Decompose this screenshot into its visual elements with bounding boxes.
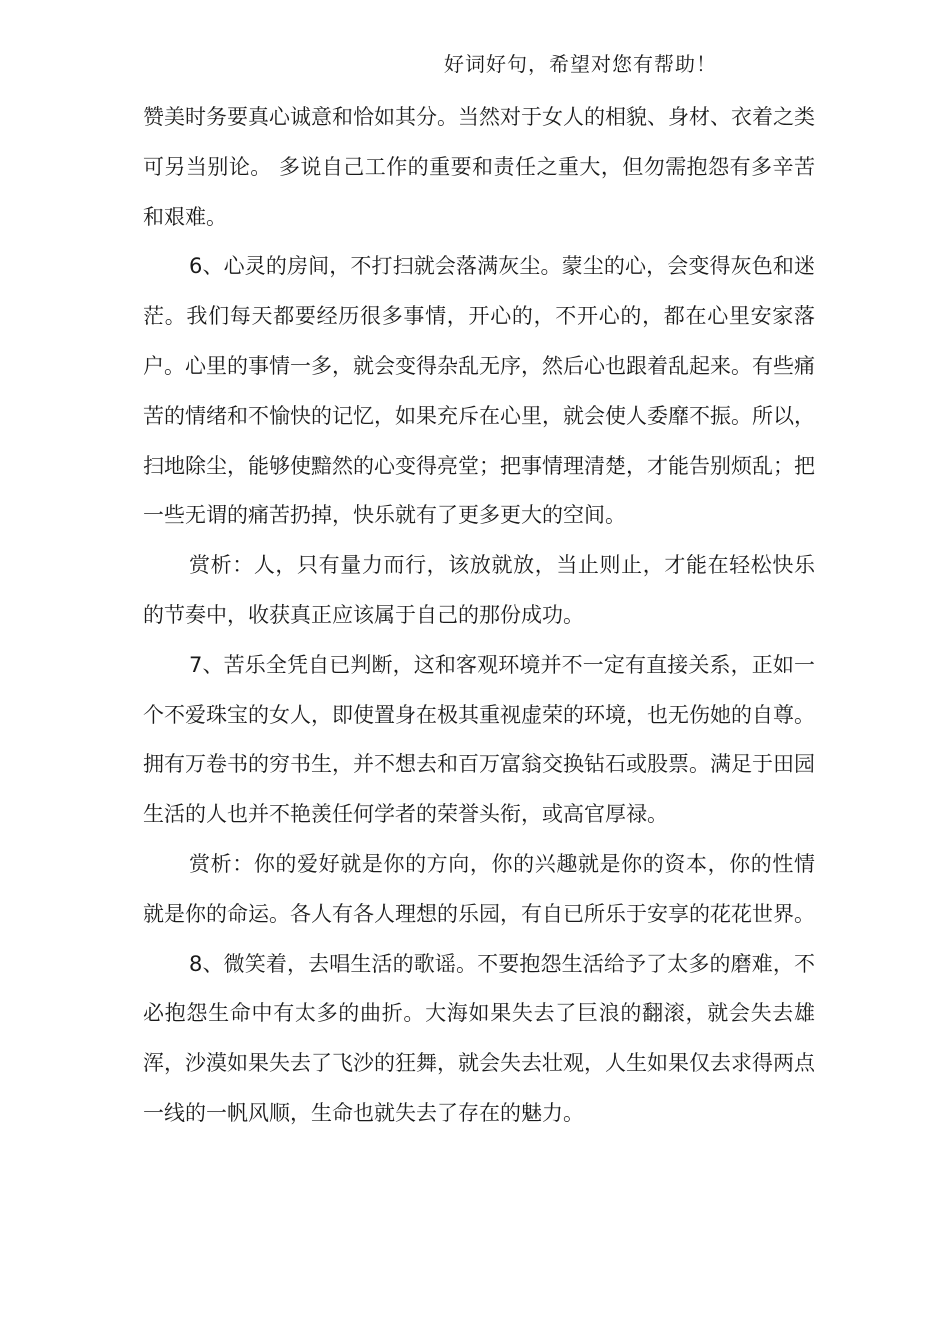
paragraph-analysis-2: 赏析：你的爱好就是你的方向，你的兴趣就是你的资本，你的性情就是你的命运。各人有各人理想的乐园，有自已所乐于安享的花花世界。 [143, 851, 815, 926]
paragraph-8-smile: 8、微笑着，去唱生活的歌谣。不要抱怨生活给予了太多的磨难，不必抱怨生命中有太多的曲折。大海如果失去了巨浪的翻滚，就会失去雄浑，沙漠如果失去了飞沙的狂舞，就会失去壮观，人生如果仅去求得两点一线的一帆风顺，生命也就失去了存在的魅力。 [143, 951, 815, 1125]
paragraph-6-heart-room: 6、心灵的房间，不打扫就会落满灰尘。蒙尘的心，会变得灰色和迷茫。我们每天都要经历很多事情，开心的，不开心的，都在心里安家落户。心里的事情一多，就会变得杂乱无序，然后心也跟着乱起来。有些痛苦的情绪和不愉快的记忆，如果充斥在心里，就会使人委靡不振。所以，扫地除尘，能够使黯然的心变得亮堂；把事情理清楚，才能告别烦乱；把一些无谓的痛苦扔掉，快乐就有了更多更大的空间。 [143, 254, 815, 528]
paragraph-praise: 赞美时务要真心诚意和恰如其分。当然对于女人的相貌、身材、衣着之类可另当别论。 多说自己工作的重要和责任之重大，但勿需抱怨有多辛苦和艰难。 [143, 105, 815, 229]
page-header: 好词好句，希望对您有帮助！ [444, 52, 717, 76]
document-body [143, 93, 815, 1139]
paragraph-analysis-1: 赏析：人，只有量力而行，该放就放，当止则止，才能在轻松快乐的节奏中，收获真正应该属于自己的那份成功。 [143, 553, 815, 627]
paragraph-7-joy-and-pain: 7、苦乐全凭自已判断，这和客观环境并不一定有直接关系，正如一个不爱珠宝的女人，即使置身在极其重视虚荣的环境，也无伤她的自尊。拥有万卷书的穷书生，并不想去和百万富翁交换钻石或股票。满足于田园生活的人也并不艳羡任何学者的荣誉头衔，或高官厚禄。 [143, 652, 815, 827]
